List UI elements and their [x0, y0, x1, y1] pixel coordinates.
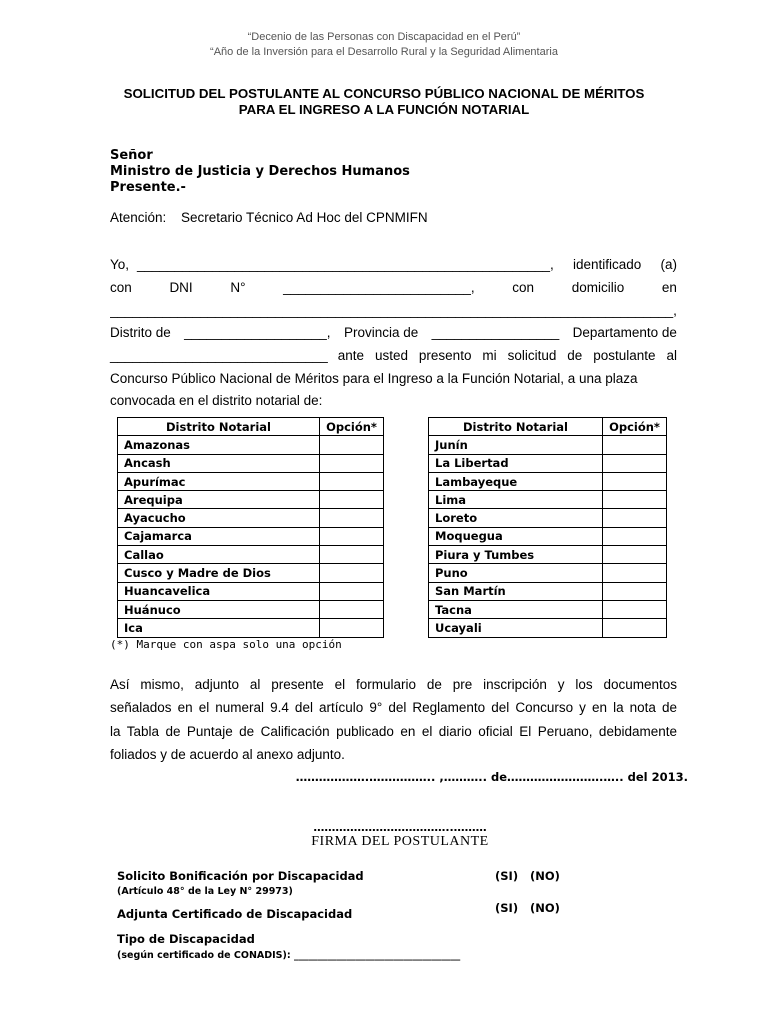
- option-cell[interactable]: [603, 509, 667, 527]
- option-cell[interactable]: [603, 582, 667, 600]
- form-line-yo: [110, 256, 677, 274]
- district-name: Arequipa: [118, 491, 320, 509]
- district-table-right: [428, 417, 667, 638]
- table-row: [118, 564, 384, 582]
- en-label: en: [661, 280, 677, 295]
- bonus-question-2: Adjunta Certificado de Discapacidad: [117, 907, 353, 921]
- option-cell[interactable]: [320, 582, 384, 600]
- table-row: [118, 600, 384, 618]
- district-name: Junín: [429, 436, 603, 454]
- table-row: [118, 454, 384, 472]
- bonus-2-si[interactable]: (SI): [495, 901, 519, 915]
- option-cell[interactable]: [603, 546, 667, 564]
- bonus-question-1: Solicito Bonificación por Discapacidad: [117, 869, 364, 883]
- option-cell[interactable]: [320, 527, 384, 545]
- option-cell[interactable]: [320, 546, 384, 564]
- table-row: [429, 564, 667, 582]
- provincia-blank[interactable]: _________________: [431, 325, 560, 340]
- table-row: [429, 527, 667, 545]
- attention-value: Secretario Técnico Ad Hoc del CPNMIFN: [181, 210, 428, 225]
- table-header-district: Distrito Notarial: [429, 418, 603, 436]
- table-row: [429, 546, 667, 564]
- option-cell[interactable]: [603, 619, 667, 637]
- bonus-1-no[interactable]: (NO): [530, 869, 560, 883]
- bonus-question-3: Tipo de Discapacidad: [117, 932, 255, 946]
- district-name: Ancash: [118, 454, 320, 472]
- addressee-minister: Ministro de Justicia y Derechos Humanos: [110, 164, 410, 179]
- option-cell[interactable]: [603, 454, 667, 472]
- form-line-dni: [110, 279, 677, 297]
- table-row: [429, 619, 667, 637]
- option-cell[interactable]: [320, 509, 384, 527]
- district-name: Ayacucho: [118, 509, 320, 527]
- table-row: [429, 472, 667, 490]
- district-table-left: [117, 417, 384, 638]
- district-name: Cusco y Madre de Dios: [118, 564, 320, 582]
- bonus-1-si[interactable]: (SI): [495, 869, 519, 883]
- con-label: con: [110, 280, 132, 295]
- ante-text: ante usted presento mi solicitud de postulante al: [337, 348, 677, 363]
- option-cell[interactable]: [320, 600, 384, 618]
- date-line[interactable]: ……………….…………….. ,……….. de…………………….….. del 2013.: [295, 770, 688, 784]
- table-row: [118, 582, 384, 600]
- signature-line[interactable]: ………………………………..………: [313, 821, 487, 834]
- table-row: [429, 582, 667, 600]
- table-row: [118, 491, 384, 509]
- district-name: Loreto: [429, 509, 603, 527]
- dni-blank[interactable]: _________________________,: [283, 280, 475, 295]
- option-cell[interactable]: [320, 472, 384, 490]
- district-name: Amazonas: [118, 436, 320, 454]
- dni-label: DNI: [169, 280, 193, 295]
- header-decade: “Decenio de las Personas con Discapacidad en el Perú”: [247, 31, 521, 43]
- district-name: Ica: [118, 619, 320, 637]
- table-row: [118, 436, 384, 454]
- bonus-question-1-sub: (Artículo 48° de la Ley N° 29973): [117, 886, 293, 897]
- district-name: Huánuco: [118, 600, 320, 618]
- table-row: [118, 472, 384, 490]
- table-row: [118, 619, 384, 637]
- option-cell[interactable]: [320, 564, 384, 582]
- option-cell[interactable]: [603, 527, 667, 545]
- domicilio-blank[interactable]: ___________________________________________________________________________,: [110, 303, 677, 318]
- convocada-text: convocada en el distrito notarial de:: [110, 393, 323, 408]
- table-row: [118, 546, 384, 564]
- distrito-label: Distrito de: [110, 325, 171, 340]
- attention-label: Atención:: [110, 210, 167, 225]
- identificado-a-label: (a): [660, 257, 677, 272]
- district-name: Huancavelica: [118, 582, 320, 600]
- provincia-label: Provincia de: [343, 325, 419, 340]
- district-name: Callao: [118, 546, 320, 564]
- form-line-distrito: [110, 324, 677, 342]
- district-name: Moquegua: [429, 527, 603, 545]
- table-row: [429, 436, 667, 454]
- concurso-text: Concurso Público Nacional de Méritos para el Ingreso a la Función Notarial, a una plaza: [110, 371, 638, 386]
- paragraph-line3: la Tabla de Puntaje de Calificación publicado en el diario oficial El Peruano, debidamente: [110, 724, 677, 739]
- option-cell[interactable]: [320, 454, 384, 472]
- table-row: [429, 491, 667, 509]
- distrito-blank[interactable]: ___________________,: [184, 325, 331, 340]
- district-name: Tacna: [429, 600, 603, 618]
- identificado-label: identificado: [572, 257, 642, 272]
- district-name: Ucayali: [429, 619, 603, 637]
- bonus-question-3-sub[interactable]: (según certificado de CONADIS): ___________________________________: [117, 950, 461, 961]
- domicilio-label: domicilio: [571, 280, 625, 295]
- option-cell[interactable]: [603, 600, 667, 618]
- table-row: [429, 454, 667, 472]
- header-year: “Año de la Inversión para el Desarrollo Rural y la Seguridad Alimentaria: [210, 46, 558, 58]
- district-name: La Libertad: [429, 454, 603, 472]
- signature-label: FIRMA DEL POSTULANTE: [311, 834, 489, 849]
- option-cell[interactable]: [603, 436, 667, 454]
- option-cell[interactable]: [603, 491, 667, 509]
- paragraph-line4: foliados y de acuerdo al anexo adjunto.: [110, 747, 345, 762]
- paragraph-line2: señalados en el numeral 9.4 del artículo 9° del Reglamento del Concurso y en la nota de: [110, 700, 677, 715]
- paragraph-line1: Así mismo, adjunto al presente el formulario de pre inscripción y los documentos: [110, 677, 677, 692]
- district-name: San Martín: [429, 582, 603, 600]
- addressee-presente: Presente.-: [110, 180, 186, 195]
- departamento-blank[interactable]: _____________________________: [110, 348, 328, 363]
- option-cell[interactable]: [603, 472, 667, 490]
- option-cell[interactable]: [320, 491, 384, 509]
- district-name: Lima: [429, 491, 603, 509]
- option-cell[interactable]: [603, 564, 667, 582]
- table-header-option: Opción*: [320, 418, 384, 436]
- table-row: [429, 600, 667, 618]
- district-name: Cajamarca: [118, 527, 320, 545]
- table-header-option: Opción*: [603, 418, 667, 436]
- bonus-2-no[interactable]: (NO): [530, 901, 560, 915]
- district-name: Apurímac: [118, 472, 320, 490]
- name-blank[interactable]: _______________________________________________________,: [137, 257, 554, 272]
- yo-label: Yo,: [110, 257, 130, 272]
- table-note: (*) Marque con aspa solo una opción: [110, 638, 342, 651]
- table-row: [118, 509, 384, 527]
- addressee-senor: Señor: [110, 148, 153, 163]
- table-row: [429, 509, 667, 527]
- option-cell[interactable]: [320, 436, 384, 454]
- document-title-line1: SOLICITUD DEL POSTULANTE AL CONCURSO PÚBLICO NACIONAL DE MÉRITOS: [123, 86, 645, 101]
- district-name: Lambayeque: [429, 472, 603, 490]
- table-header-district: Distrito Notarial: [118, 418, 320, 436]
- district-name: Puno: [429, 564, 603, 582]
- form-line-ante: [110, 347, 677, 365]
- con2-label: con: [512, 280, 535, 295]
- district-name: Piura y Tumbes: [429, 546, 603, 564]
- table-row: [118, 527, 384, 545]
- option-cell[interactable]: [320, 619, 384, 637]
- dni-n-label: N°: [230, 280, 246, 295]
- document-title-line2: PARA EL INGRESO A LA FUNCIÓN NOTARIAL: [238, 102, 530, 117]
- departamento-label: Departamento de: [572, 325, 677, 340]
